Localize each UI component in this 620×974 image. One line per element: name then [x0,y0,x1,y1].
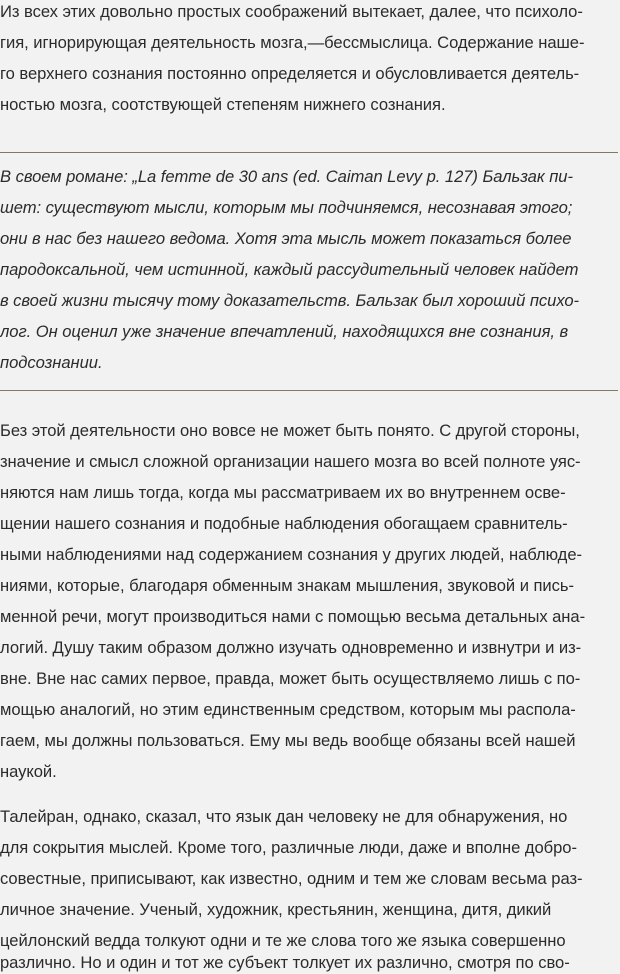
footnote-line: подсознании. [0,353,103,372]
text-line: вне. Вне нас самих первое, правда, может быть осуществляемо лишь с по- [0,669,581,688]
text-line: Талейран, однако, сказал, что язык дан человеку не для обнаружения, но [0,807,568,826]
footnote-top-rule [0,152,618,153]
text-line: го верхнего сознания постоянно определяется и обусловливается деятель- [0,64,580,83]
text-line: различно. Но и один и тот же субъект толкует их различно, смотря по сво- [0,953,570,972]
text-line: мощью аналогий, но этим единственным средством, которым мы распола- [0,700,576,719]
footnote-line: В своем романе: „La femme de 30 ans (ed. Caiman Levy p. 127) Бальзак пи- [0,167,573,186]
footnote-line: они в нас без нашего ведома. Хотя эта мысль может показаться более [0,229,572,248]
text-line: няются нам лишь тогда, когда мы рассматриваем их во внутреннем осве- [0,483,566,502]
text-line: значение и смысл сложной организации нашего мозга во всей полноте уяс- [0,452,581,471]
text-line: Без этой деятельности оно вовсе не может быть понято. С другой стороны, [0,421,580,440]
text-line: менной речи, могут производиться нами с помощью весьма детальных ана- [0,607,586,626]
footnote-line: шет: существуют мысли, которым мы подчиняемся, несознавая этого; [0,198,573,217]
text-line: цейлонский ведда толкуют одни и те же слова того же языка совершенно [0,931,566,950]
footnote-line: пародоксальной, чем истинной, каждый рассудительный человек найдет [0,260,579,279]
text-line: личное значение. Ученый, художник, крестьянин, женщина, дитя, дикий [0,900,552,919]
footnote-bottom-rule [0,390,618,391]
text-line: наукой. [0,762,57,781]
text-line: совестные, приписывают, как известно, одним и тем же словам весьма раз- [0,869,583,888]
text-line: гаем, мы должны пользоваться. Ему мы ведь вообще обязаны всей нашей [0,731,576,750]
text-line: щении нашего сознания и подобные наблюдения обогащаем сравнитель- [0,514,568,533]
text-line: ностью мозга, соотствующей степеням нижнего сознания. [0,95,446,114]
text-line: гия, игнорирующая деятельность мозга,—бессмыслица. Содержание наше- [0,33,585,52]
text-line: ниями, которые, благодаря обменным знакам мышления, звуковой и пись- [0,576,574,595]
footnote-line: лог. Он оценил уже значение впечатлений, находящихся вне сознания, в [0,322,569,341]
text-line: Из всех этих довольно простых соображений вытекает, далее, что психоло- [0,2,583,21]
text-line: логий. Душу таким образом должно изучать одновременно и извнутри и из- [0,638,582,657]
text-line: ными наблюдениями над содержанием сознания у других людей, наблюде- [0,545,582,564]
footnote-line: в своей жизни тысячу тому доказательств. Бальзак был хороший психо- [0,291,580,310]
text-line: для сокрытия мыслей. Кроме того, различные люди, даже и вполне добро- [0,838,577,857]
